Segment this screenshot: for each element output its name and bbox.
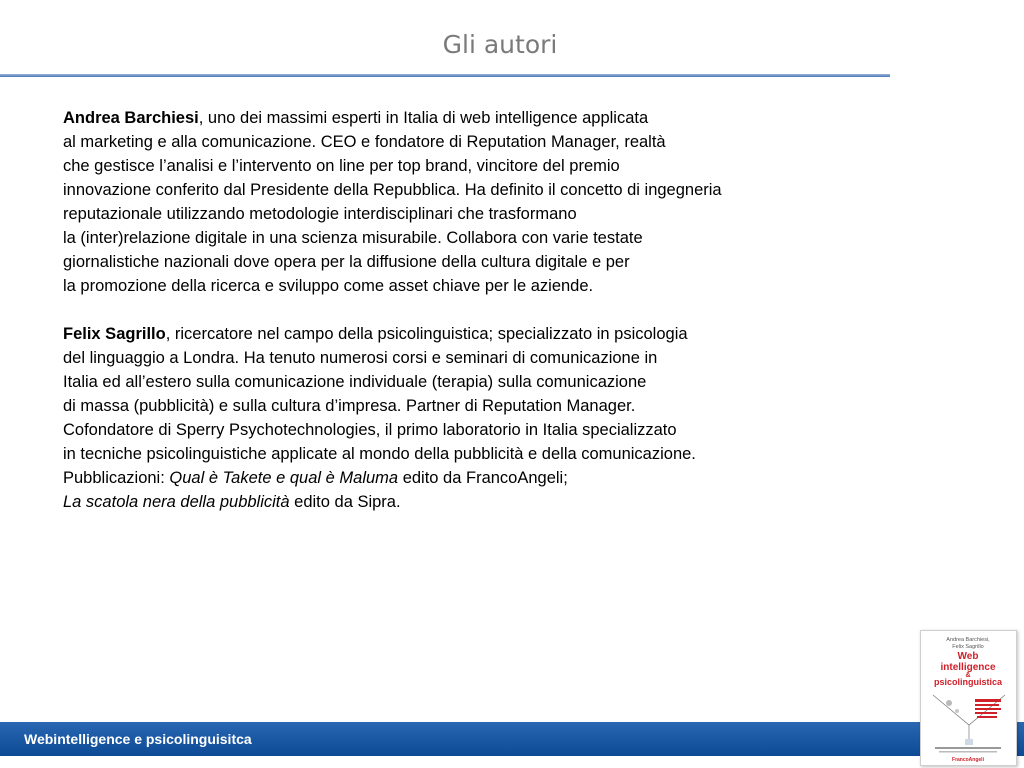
author2-line-5: Cofondatore di Sperry Psychotechnologies, il primo laboratorio in Italia specializzato: [63, 421, 677, 439]
author1-line-4: innovazione conferito dal Presidente della Repubblica. Ha definito il concetto di ingegneria: [63, 181, 722, 199]
book2-title: La scatola nera della pubblicità: [63, 493, 290, 511]
author1-line-8: la promozione della ricerca e sviluppo come asset chiave per le aziende.: [63, 277, 594, 295]
footer-bottom-strip: [0, 756, 1024, 768]
slide-title: Gli autori: [442, 30, 558, 59]
author1-name: Andrea Barchiesi: [63, 109, 199, 127]
cover-title-1: Web: [957, 651, 979, 662]
authors-text: [63, 106, 883, 514]
footer-bar: [0, 722, 1024, 756]
book1-title: Qual è Takete e qual è Maluma: [169, 469, 399, 487]
author1-line-1: Andrea Barchiesi, uno dei massimi esperti in Italia di web intelligence applicata: [63, 109, 649, 127]
author1-line-6: la (inter)relazione digitale in una scienza misurabile. Collabora con varie testate: [63, 229, 643, 247]
book-cover-art: [921, 631, 1016, 765]
book-cover: [920, 630, 1017, 766]
cover-title-3: psicolinguistica: [933, 677, 1003, 687]
cover-ampersand: &: [965, 672, 971, 679]
cover-authors-1: Andrea Barchiesi,: [946, 637, 990, 643]
author2-line-4: di massa (pubblicità) e sulla cultura d’impresa. Partner di Reputation Manager.: [63, 397, 636, 415]
author2-line-2: del linguaggio a Londra. Ha tenuto numerosi corsi e seminari di comunicazione in: [63, 349, 658, 367]
cover-publisher: FrancoAngeli: [952, 757, 984, 763]
author1-line-3: che gestisce l’analisi e l’intervento on line per top brand, vincitore del premio: [63, 157, 620, 175]
author2-line-3: Italia ed all’estero sulla comunicazione individuale (terapia) sulla comunicazione: [63, 373, 647, 391]
paragraph-gap: [63, 298, 883, 322]
author2-name: Felix Sagrillo: [63, 325, 166, 343]
author1-line-7: giornalistiche nazionali dove opera per la diffusione della cultura digitale e per: [63, 253, 630, 271]
footer-label: Webintelligence e psicolinguisitca: [24, 731, 252, 747]
author1-line-2: al marketing e alla comunicazione. CEO e fondatore di Reputation Manager, realtà: [63, 133, 666, 151]
author2-line-1: Felix Sagrillo, ricercatore nel campo della psicolinguistica; specializzato in psicologia: [63, 325, 688, 343]
author1-line-5: reputazionale utilizzando metodologie interdisciplinari che trasformano: [63, 205, 577, 223]
title-divider: [0, 74, 890, 77]
cover-title-2: intelligence: [940, 662, 996, 673]
cover-funnel-illustration: [933, 695, 1005, 753]
author2-line-6: in tecniche psicolinguistiche applicate al mondo della pubblicità e della comunicazione.: [63, 445, 696, 463]
publications-line-2: La scatola nera della pubblicità edito da Sipra.: [63, 493, 401, 511]
publications-line-1: Pubblicazioni: Qual è Takete e qual è Maluma edito da FrancoAngeli;: [63, 469, 568, 487]
cover-authors-2: Felix Sagrillo: [952, 644, 984, 650]
